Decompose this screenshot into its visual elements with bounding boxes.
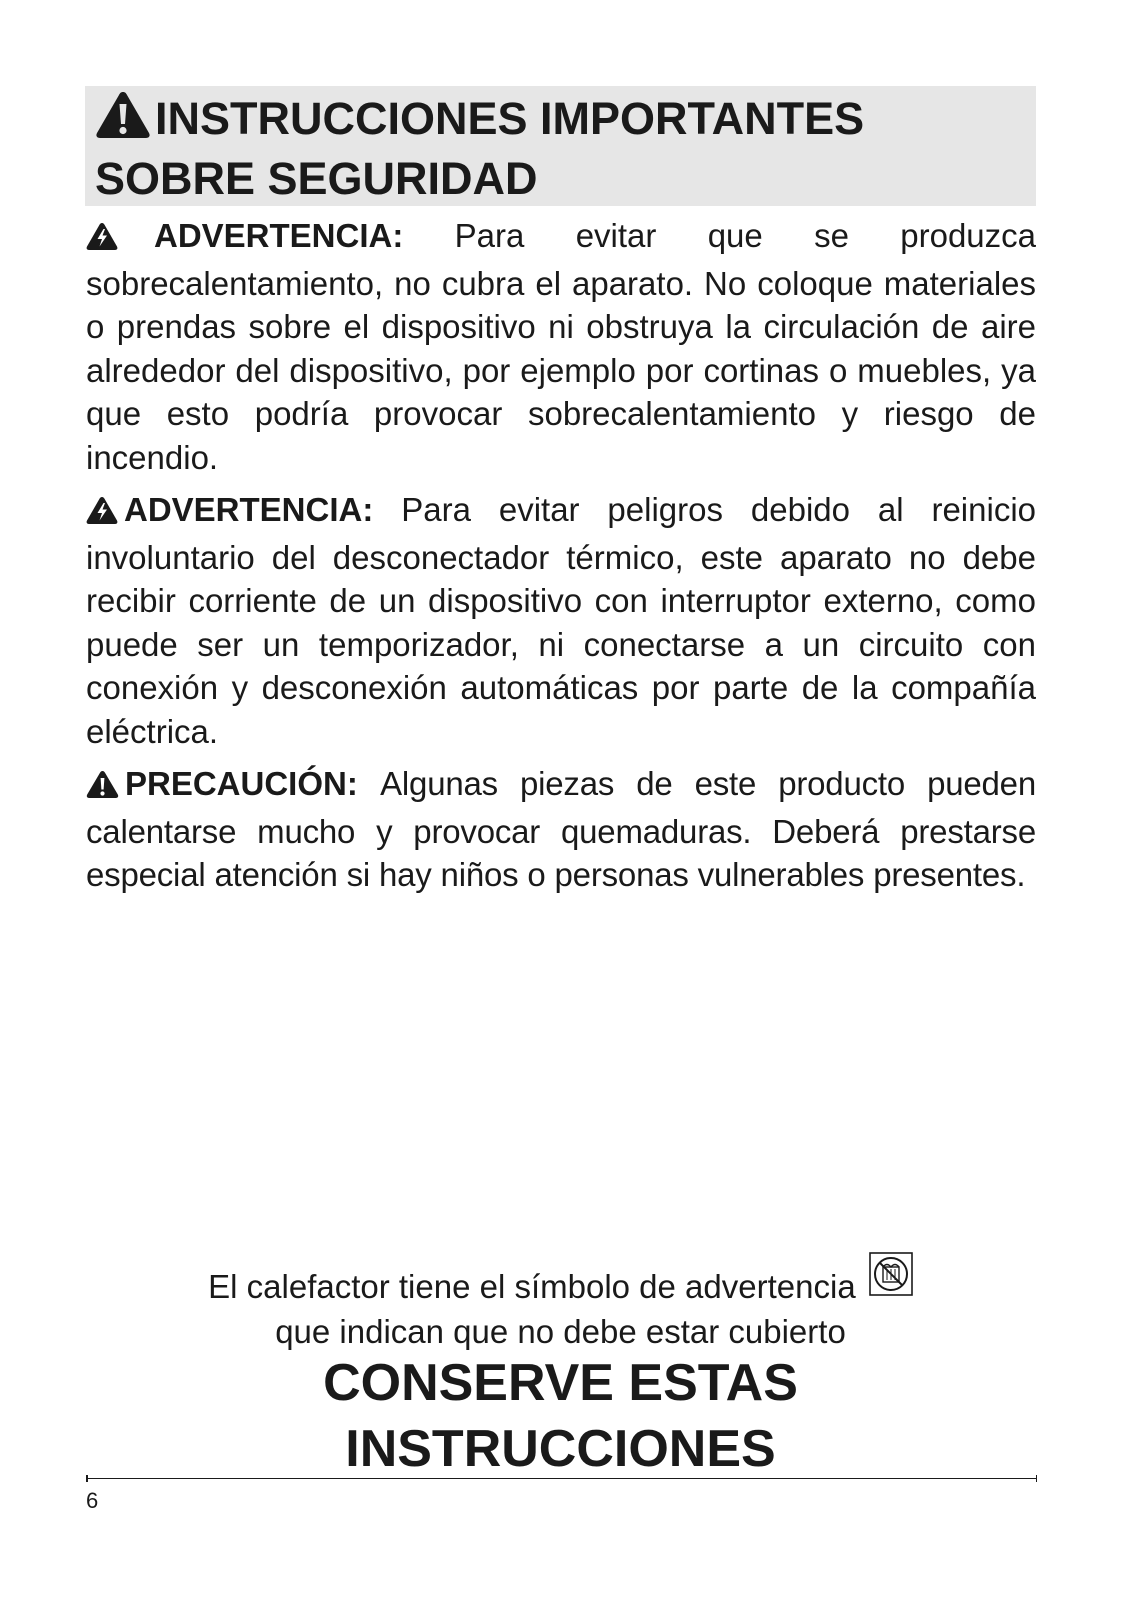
header-title-line-1: INSTRUCCIONES IMPORTANTES [155,93,865,144]
page-number: 6 [86,1488,99,1513]
caution-label: PRECAUCIÓN: [125,765,358,802]
save-instructions-line-2: INSTRUCCIONES [345,1420,776,1478]
warning-paragraph-thermal-cutout [86,488,1036,753]
save-instructions-heading [0,1350,1121,1482]
warning-label: ADVERTENCIA: [154,217,404,254]
header-title-line-2: SOBRE SEGURIDAD [95,153,538,204]
warning-text: Para evitar peligros debido al reinicio involuntario del desconectador térmico, este aparato no debe recibir corriente de un dispositivo con interruptor externo, como puede ser un temporizador, ni conectarse a un circuito con conexión y desconexión automáticas por parte de la compañía eléctrica. [86,491,1037,750]
save-instructions-line-1: CONSERVE ESTAS [323,1354,798,1412]
safety-content [86,214,1036,906]
warning-triangle-icon [95,90,151,152]
symbol-note-line-1 [0,1252,1121,1309]
do-not-cover-note [0,1252,1121,1354]
electric-warning-icon [86,218,118,262]
header-line-1 [95,90,1026,152]
electric-warning-icon [86,492,118,536]
warning-paragraph-overheating [86,214,1036,479]
footer-divider [86,1478,1037,1479]
symbol-note-line-2: que indican que no debe estar cubierto [275,1313,846,1350]
warning-triangle-icon [86,766,119,810]
caution-paragraph-hot-parts [86,762,1036,897]
do-not-cover-icon [869,1252,913,1307]
symbol-note-text-1: El calefactor tiene el símbolo de advertencia [208,1268,856,1305]
caution-text: Algunas piezas de este producto pueden calentarse mucho y provocar quemaduras. Deberá prestarse especial atención si hay niños o personas vulnerables presentes. [86,765,1036,893]
warning-text: Para evitar que se produzca sobrecalentamiento, no cubra el aparato. No coloque materiales o prendas sobre el dispositivo ni obstruya la circulación de aire alrededor del dispositivo, por ejemplo por cortinas o muebles, ya que esto podría provocar sobrecalentamiento y riesgo de incendio. [86,217,1037,476]
warning-label: ADVERTENCIA: [124,491,374,528]
safety-header [85,86,1036,206]
